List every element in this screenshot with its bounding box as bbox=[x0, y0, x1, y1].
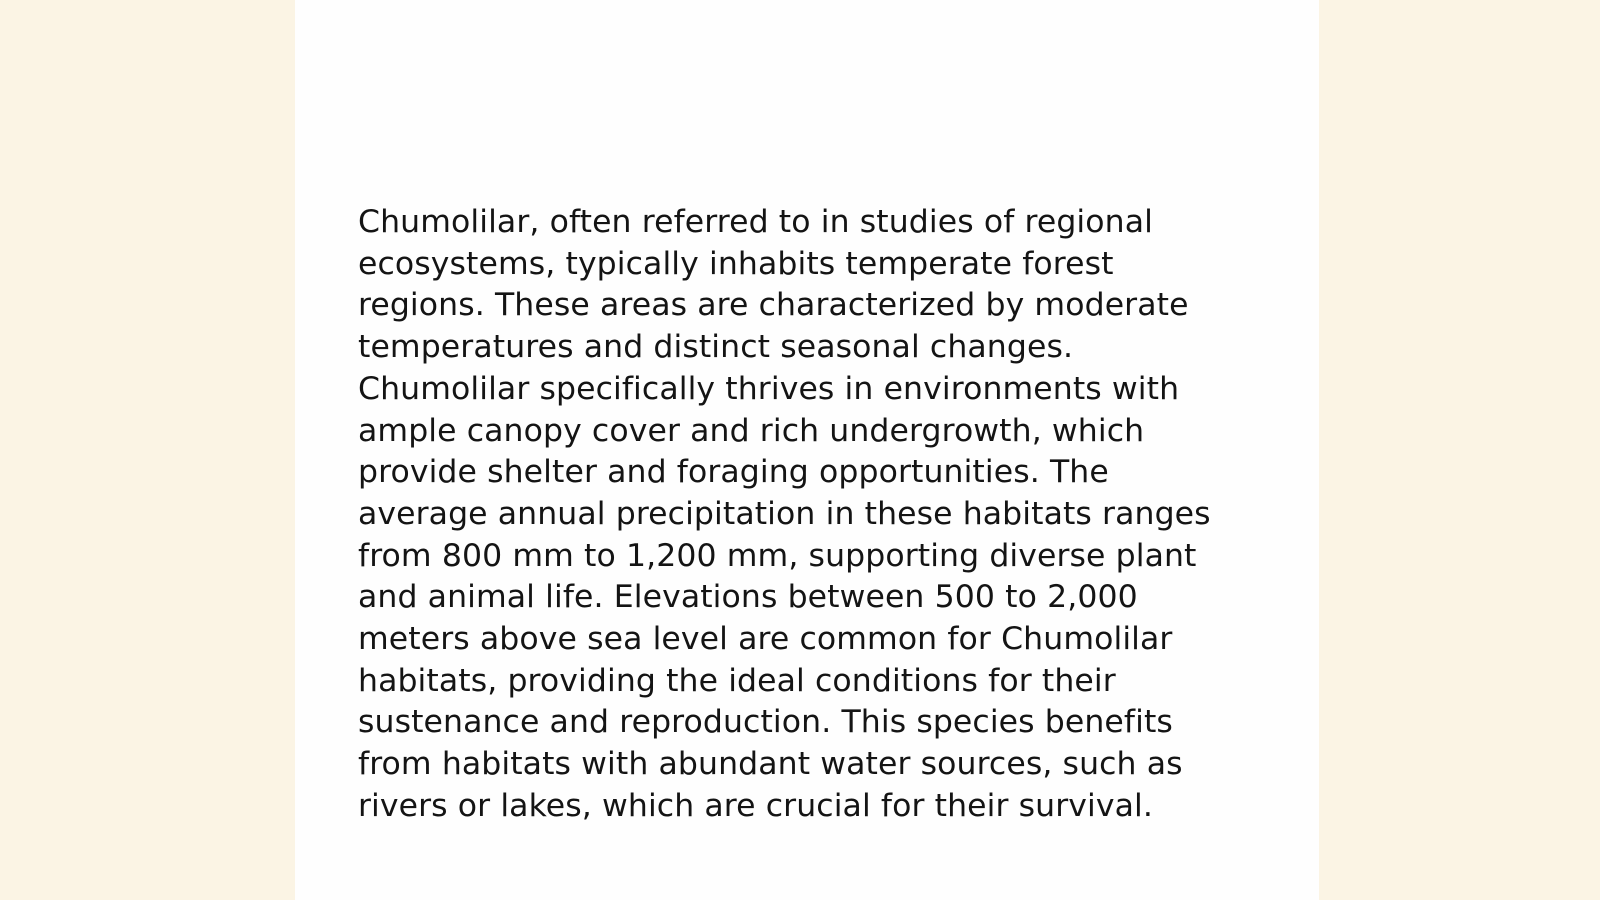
paragraph-line: rivers or lakes, which are crucial for their survival. bbox=[358, 787, 1153, 824]
paragraph-line: from 800 mm to 1,200 mm, supporting diverse plant bbox=[358, 537, 1197, 574]
paragraph-line: ecosystems, typically inhabits temperate forest bbox=[358, 245, 1114, 282]
paragraph-line: from habitats with abundant water sources, such as bbox=[358, 746, 1183, 783]
paragraph-line: average annual precipitation in these habitats ranges bbox=[358, 495, 1211, 532]
paragraph-line: provide shelter and foraging opportunities. The bbox=[358, 454, 1109, 491]
habitat-paragraph bbox=[358, 202, 1258, 828]
paragraph-line: and animal life. Elevations between 500 to 2,000 bbox=[358, 579, 1138, 616]
paragraph-line: habitats, providing the ideal conditions for their bbox=[358, 662, 1116, 699]
paragraph-line: regions. These areas are characterized by moderate bbox=[358, 287, 1189, 324]
paragraph-line: ample canopy cover and rich undergrowth, which bbox=[358, 412, 1145, 449]
paragraph-line: meters above sea level are common for Chumolilar bbox=[358, 621, 1173, 658]
paragraph-line: Chumolilar, often referred to in studies of regional bbox=[358, 204, 1153, 240]
paragraph-line: temperatures and distinct seasonal changes. bbox=[358, 329, 1074, 366]
paragraph-line: Chumolilar specifically thrives in environments with bbox=[358, 370, 1180, 407]
paragraph-line: sustenance and reproduction. This species benefits bbox=[358, 704, 1173, 741]
document-page bbox=[295, 0, 1319, 900]
